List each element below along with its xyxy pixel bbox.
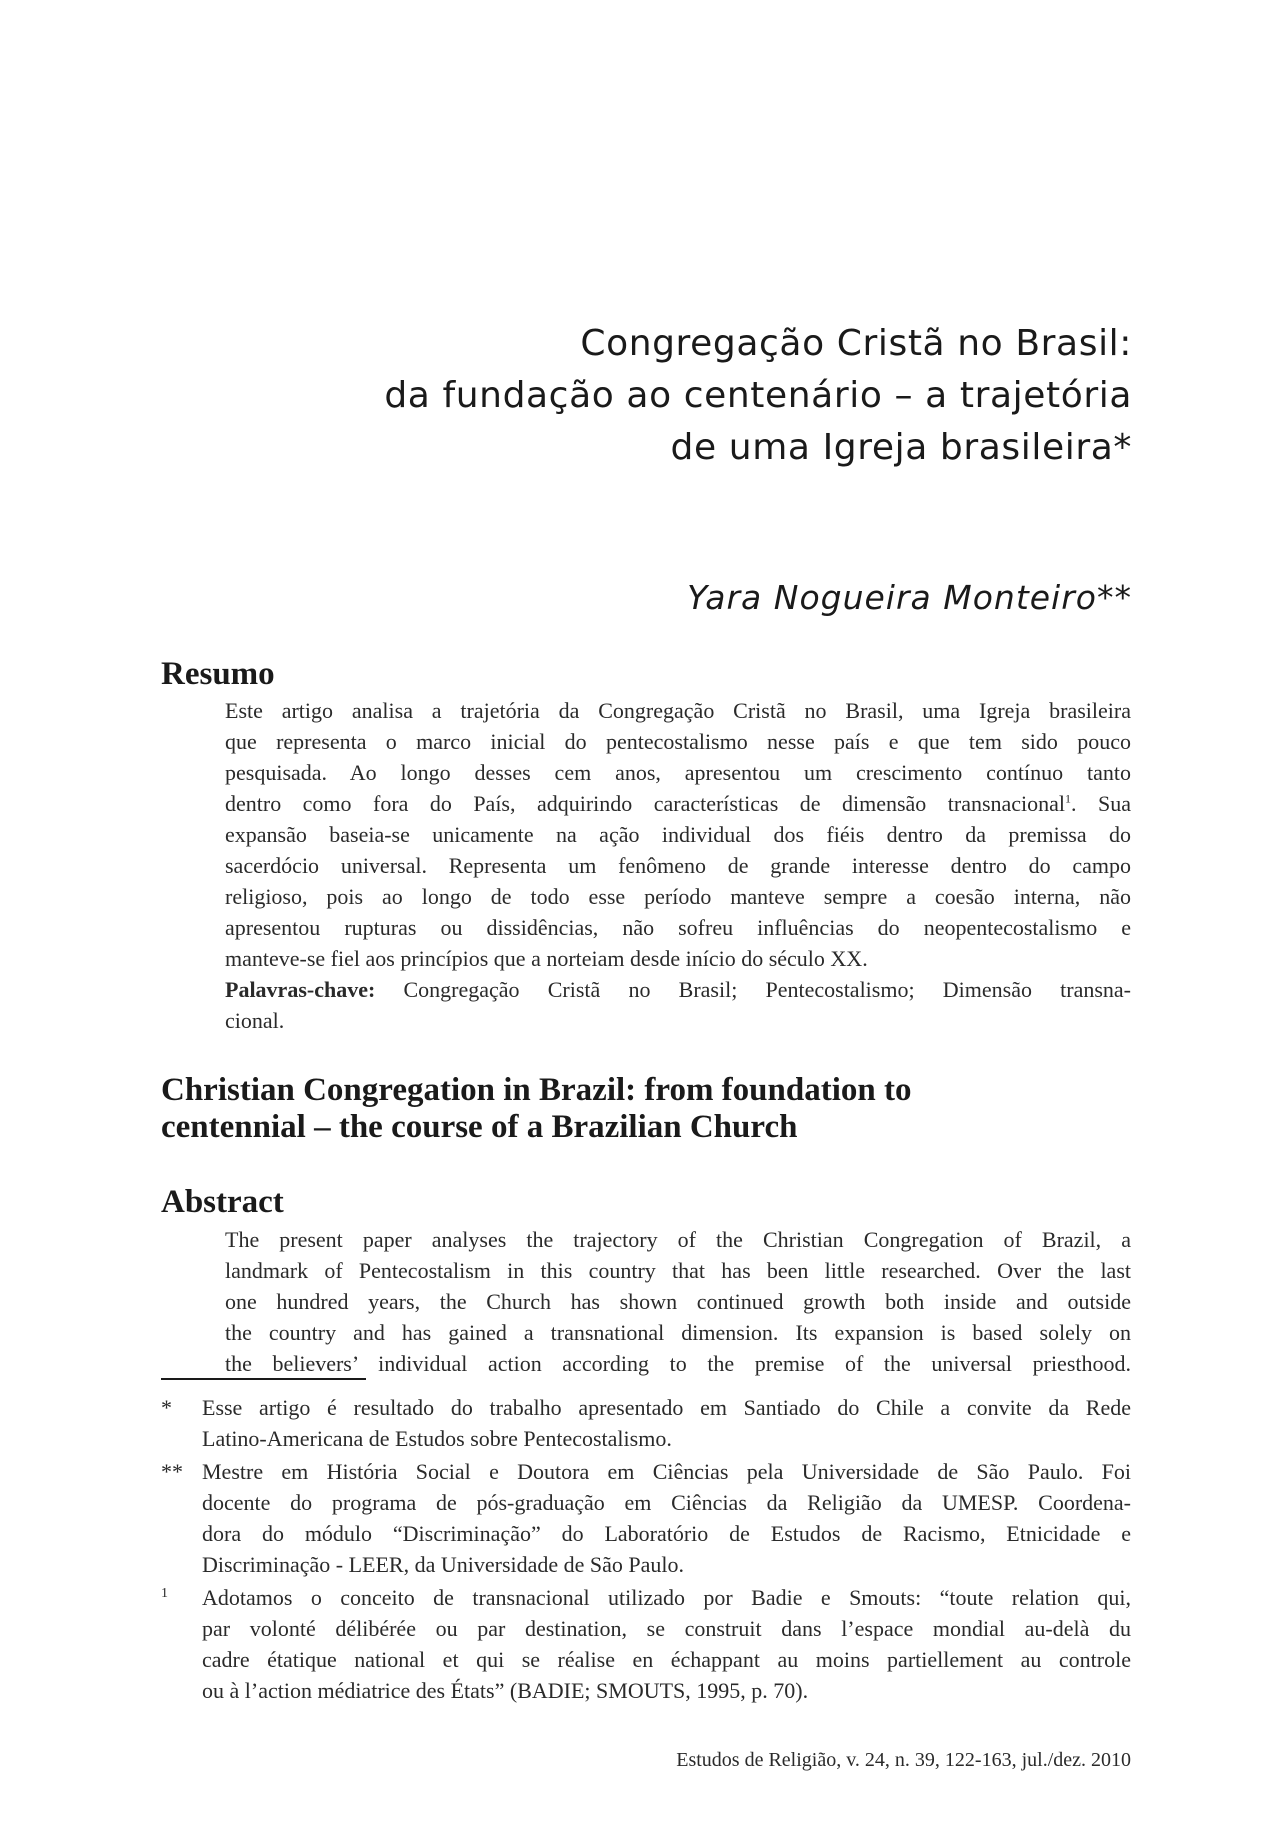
footnote-line: Esse artigo é resultado do trabalho apresentado em Santiado do Chile a convite da Rede [202, 1395, 1131, 1420]
resumo-line-with-footnote [225, 788, 1131, 819]
footnote-line: dora do módulo “Discriminação” do Laboratório de Estudos de Racismo, Etnicidade e [202, 1521, 1131, 1546]
footnote [161, 1582, 1131, 1706]
abstract-line: The present paper analyses the trajectory of the Christian Congregation of Brazil, a [225, 1227, 1131, 1252]
footnote-reference[interactable]: 1 [1065, 791, 1072, 806]
footnote-mark: * [161, 1395, 172, 1420]
abstract-body [225, 1224, 1131, 1379]
resumo-line: apresentou rupturas ou dissidências, não sofreu influências do neopentecostalismo e [225, 915, 1131, 940]
title-line: da fundação ao centenário – a trajetória [384, 375, 1132, 416]
abstract-line: the country and has gained a transnational dimension. Its expansion is based solely on [225, 1320, 1131, 1345]
abstract-line: landmark of Pentecostalism in this country that has been little researched. Over the last [225, 1258, 1131, 1283]
resumo-line: Este artigo analisa a trajetória da Congregação Cristã no Brasil, uma Igreja brasileira [225, 698, 1131, 723]
abstract-line: one hundred years, the Church has shown continued growth both inside and outside [225, 1289, 1131, 1314]
keywords-line: cional. [225, 1008, 285, 1033]
footnote-line: par volonté délibérée ou par destination, se construit dans l’espace mondial au-delà du [202, 1616, 1131, 1641]
resumo-line: religioso, pois ao longo de todo esse período manteve sempre a coesão interna, não [225, 884, 1131, 909]
abstract-heading: Abstract [161, 1184, 284, 1220]
resumo-line: que representa o marco inicial do pentecostalismo nesse país e que tem sido pouco [225, 729, 1131, 754]
resumo-line-text: dentro como fora do País, adquirindo características de dimensão transnacional [225, 791, 1066, 816]
resumo-body [225, 695, 1131, 1036]
english-title [161, 1072, 1161, 1146]
resumo-line: manteve-se fiel aos princípios que a norteiam desde início do século XX. [225, 946, 868, 971]
article-title [232, 318, 1132, 474]
title-line: de uma Igreja brasileira* [670, 427, 1132, 468]
footnote-mark: ** [161, 1459, 183, 1484]
resumo-line: pesquisada. Ao longo desses cem anos, apresentou um crescimento contínuo tanto [225, 760, 1131, 785]
journal-citation-footer: Estudos de Religião, v. 24, n. 39, 122-163, jul./dez. 2010 [676, 1749, 1131, 1771]
title-line: Congregação Cristã no Brasil: [580, 323, 1132, 364]
footnote-line: Discriminação - LEER, da Universidade de São Paulo. [202, 1552, 685, 1577]
english-title-line: centennial – the course of a Brazilian Church [161, 1109, 798, 1145]
footnotes [161, 1392, 1131, 1708]
resumo-line: expansão baseia-se unicamente na ação individual dos fiéis dentro da premissa do [225, 822, 1131, 847]
footnote [161, 1456, 1131, 1580]
footnote-line: cadre étatique national et qui se réalise en échappant au moins partiellement au controle [202, 1647, 1131, 1672]
resumo-line-tail: . Sua [1071, 791, 1132, 816]
abstract-line: the believers’ individual action according to the premise of the universal priesthood. [225, 1351, 1131, 1376]
footnote-line: ou à l’action médiatrice des États” (BADIE; SMOUTS, 1995, p. 70). [202, 1678, 809, 1703]
footnote-line: Latino-Americana de Estudos sobre Pentecostalismo. [202, 1426, 672, 1451]
author-name: Yara Nogueira Monteiro** [687, 578, 1132, 617]
footnote [161, 1392, 1131, 1454]
footnote-line: docente do programa de pós-graduação em Ciências da Religião da UMESP. Coordena- [202, 1490, 1131, 1515]
footnote-mark: 1 [161, 1586, 168, 1601]
keywords-label: Palavras-chave: [225, 977, 376, 1002]
english-title-line: Christian Congregation in Brazil: from foundation to [161, 1072, 912, 1108]
footnote-divider [161, 1378, 366, 1380]
footnote-line: Mestre em História Social e Doutora em Ciências pela Universidade de São Paulo. Foi [202, 1459, 1131, 1484]
resumo-line: sacerdócio universal. Representa um fenômeno de grande interesse dentro do campo [225, 853, 1131, 878]
keywords-line [225, 974, 1131, 1005]
keywords-text: Congregação Cristã no Brasil; Pentecostalismo; Dimensão transna- [403, 977, 1132, 1002]
resumo-heading: Resumo [161, 656, 275, 692]
footnote-line: Adotamos o conceito de transnacional utilizado por Badie e Smouts: “toute relation qui, [202, 1585, 1131, 1610]
